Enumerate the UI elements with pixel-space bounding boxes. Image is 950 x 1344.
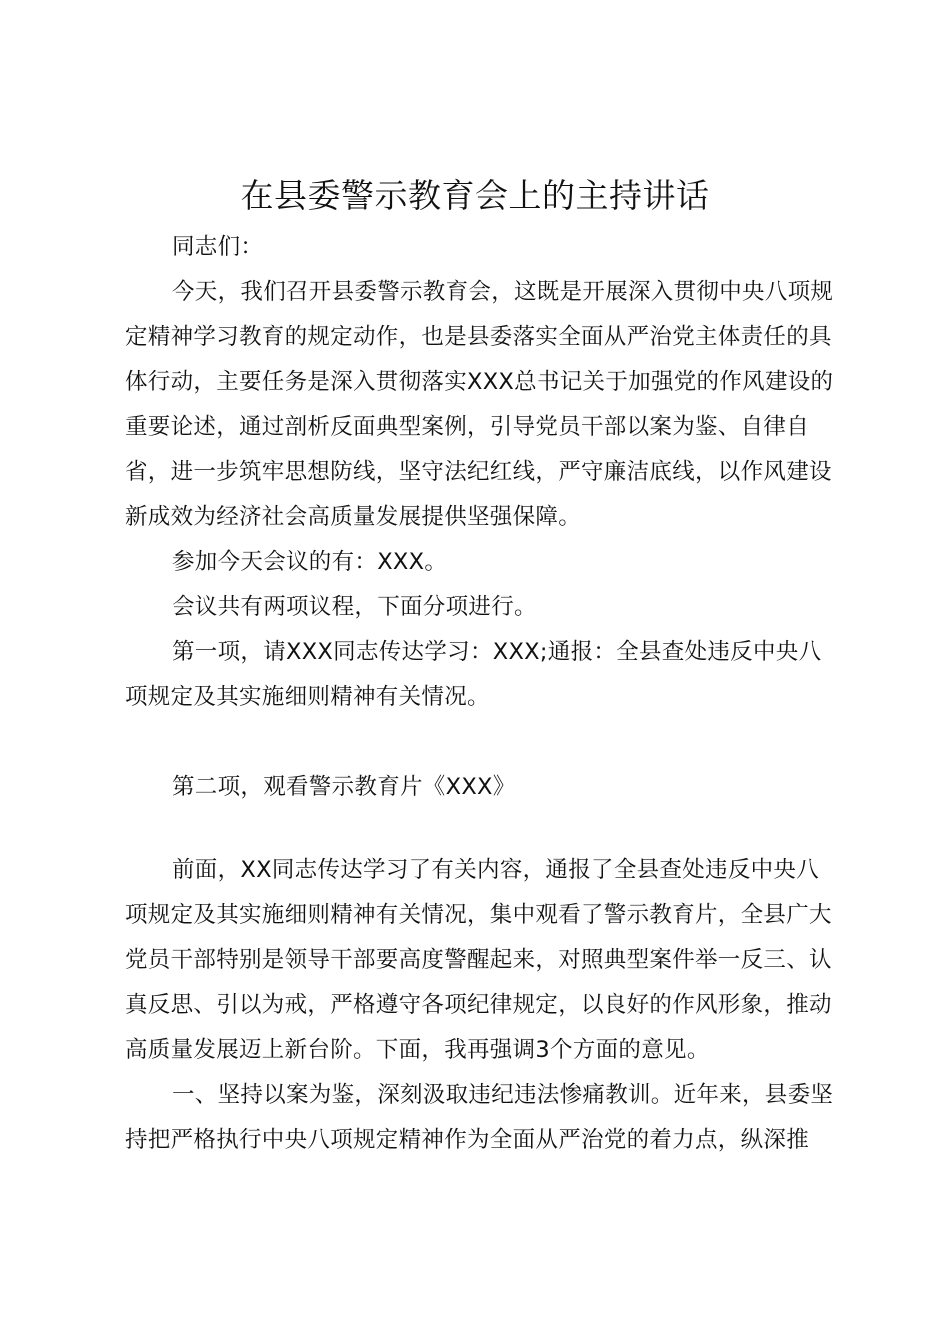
attendees-paragraph: 参加今天会议的有：XXX。 (172, 549, 448, 575)
document-title: 在县委警示教育会上的主持讲话 (240, 176, 710, 215)
document-body-section-3 (125, 848, 837, 1163)
agenda-item-2-paragraph: 第二项，观看警示教育片《XXX》 (172, 774, 516, 800)
document-body-section-1 (125, 225, 837, 720)
salutation-paragraph: 同志们： (172, 234, 264, 260)
opening-paragraph: 今天，我们召开县委警示教育会，这既是开展深入贯彻中央八项规定精神学习教育的规定动作，也是县委落实全面从严治党主体责任的具体行动，主要任务是深入贯彻落实XXX总书记关于加强党的作风建设的重要论述，通过剖析反面典型案例，引导党员干部以案为鉴、自律自省，进一步筑牢思想防线，坚守法纪红线，严守廉洁底线，以作风建设新成效为经济社会高质量发展提供坚强保障。 (125, 279, 834, 530)
point-1-paragraph: 一、坚持以案为鉴，深刻汲取违纪违法惨痛教训。近年来，县委坚持把严格执行中央八项规定精神作为全面从严治党的着力点，纵深推 (125, 1082, 834, 1153)
agenda-paragraph: 会议共有两项议程，下面分项进行。 (172, 594, 537, 620)
summary-paragraph: 前面，XX同志传达学习了有关内容，通报了全县查处违反中央八项规定及其实施细则精神有关情况，集中观看了警示教育片，全县广大党员干部特别是领导干部要高度警醒起来，对照典型案件举一反三、认真反思、引以为戒，严格遵守各项纪律规定，以良好的作风形象，推动高质量发展迈上新台阶。下面，我再强调3个方面的意见。 (125, 857, 832, 1063)
document-body-section-2 (125, 765, 837, 810)
agenda-item-1-paragraph: 第一项，请XXX同志传达学习：XXX;通报：全县查处违反中央八项规定及其实施细则精神有关情况。 (125, 639, 822, 710)
